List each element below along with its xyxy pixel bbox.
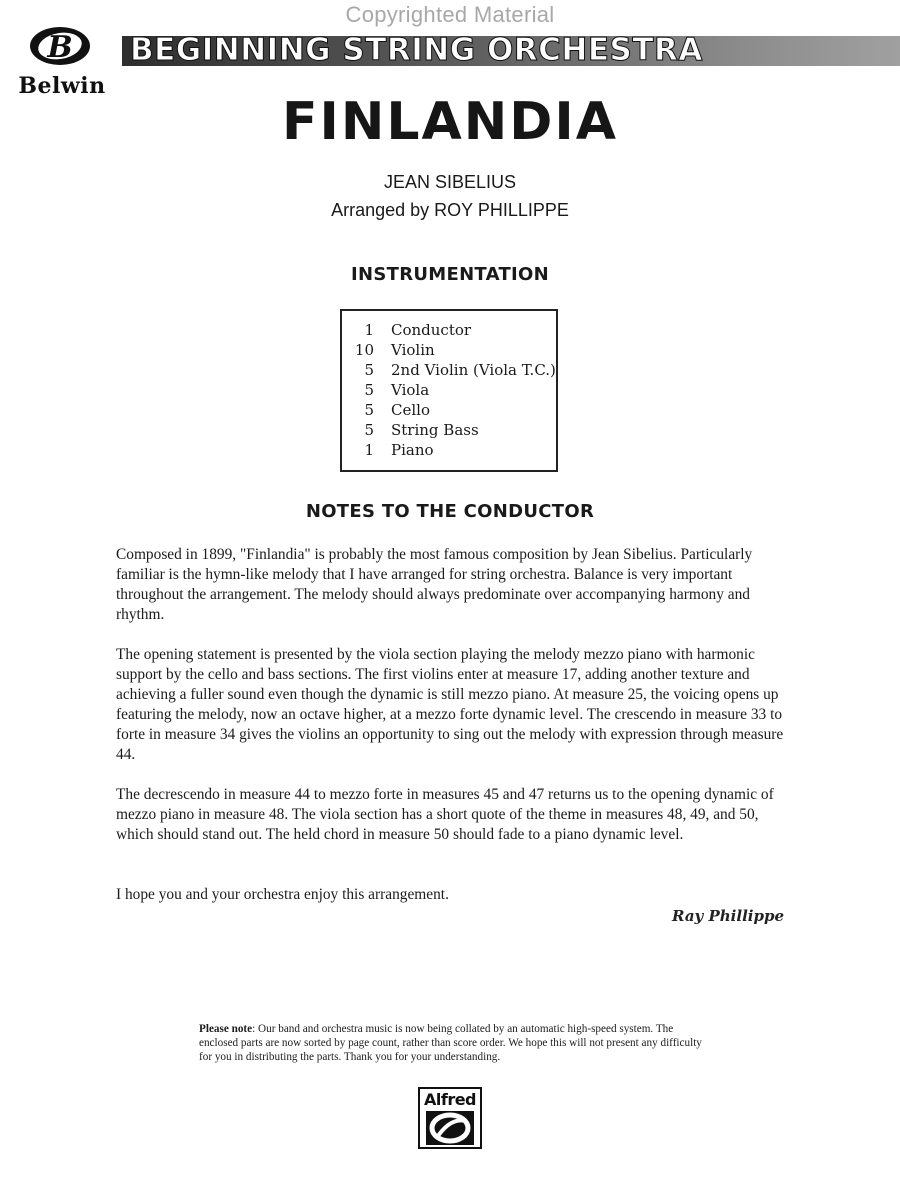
instrument-name: 2nd Violin (Viola T.C.): [391, 361, 556, 379]
notes-paragraph: Composed in 1899, "Finlandia" is probably the most famous composition by Jean Sibelius. Particularly familiar is the hymn-like melody that I have arranged for string orchestra. Balance is very important throughout the arrangement. The melody should always predominate over accompanying harmony and rhythm.: [116, 546, 753, 623]
alfred-logo: [418, 1087, 482, 1149]
instrument-name: Viola: [391, 381, 430, 399]
notes-paragraph: I hope you and your orchestra enjoy this arrangement.: [116, 886, 449, 903]
notes-heading: NOTES TO THE CONDUCTOR: [305, 501, 595, 522]
instrument-qty: 1: [364, 321, 374, 339]
instrument-name: Piano: [391, 441, 434, 459]
instrument-qty: 10: [354, 341, 374, 359]
instrumentation-heading: INSTRUMENTATION: [350, 264, 549, 285]
instrument-qty: 5: [364, 401, 374, 419]
alfred-logo-text: Alfred: [423, 1090, 477, 1109]
notes-paragraph: The decrescendo in measure 44 to mezzo forte in measures 45 and 47 returns us to the opening dynamic of mezzo piano in measure 48. The viola section has a short quote of the theme in measures 48, 49, and 50, which should stand out. The held chord in measure 50 should fade to a piano dynamic level.: [116, 786, 774, 843]
belwin-logo-icon: [28, 24, 92, 68]
belwin-logo-text: Belwin: [18, 73, 106, 99]
arranger: Arranged by ROY PHILLIPPE: [331, 200, 569, 220]
instrument-name: Conductor: [391, 321, 472, 339]
instrument-name: String Bass: [391, 421, 479, 439]
instrument-qty: 5: [364, 381, 374, 399]
arranger-signature: Ray Phillippe: [672, 907, 784, 925]
instrument-qty: 1: [364, 441, 374, 459]
belwin-logo-letter: B: [47, 30, 73, 65]
collation-note-text: : Our band and orchestra music is now being collated by an automatic high-speed system. The enclosed parts are now sorted by page count, rather than score order. We hope this will not present any difficulty for you in distributing the parts. Thank you for your understanding.: [199, 1023, 702, 1063]
instrument-qty: 5: [364, 421, 374, 439]
piece-title: FINLANDIA: [281, 92, 619, 152]
copyright-watermark: Copyrighted Material: [345, 2, 555, 27]
collation-note-label: Please note: [199, 1023, 253, 1035]
instrumentation-list: [340, 309, 558, 472]
notes-paragraph: The opening statement is presented by the viola section playing the melody mezzo piano with harmonic support by the cello and bass sections. The first violins enter at measure 17, adding another texture and achieving a fuller sound even though the dynamic is still mezzo piano. At measure 25, the voicing opens up featuring the melody, now an octave higher, at a mezzo forte dynamic level. The crescendo in measure 33 to forte in measure 34 gives the violins an opportunity to sing out the melody with expression through measure 44.: [116, 646, 784, 763]
instrument-name: Violin: [391, 341, 435, 359]
instrument-qty: 5: [364, 361, 374, 379]
instrument-name: Cello: [391, 401, 430, 419]
alfred-emblem-icon: [426, 1111, 474, 1145]
collation-note: [199, 1022, 709, 1064]
composer: JEAN SIBELIUS: [383, 172, 517, 192]
series-title: BEGINNING STRING ORCHESTRA: [130, 32, 703, 68]
